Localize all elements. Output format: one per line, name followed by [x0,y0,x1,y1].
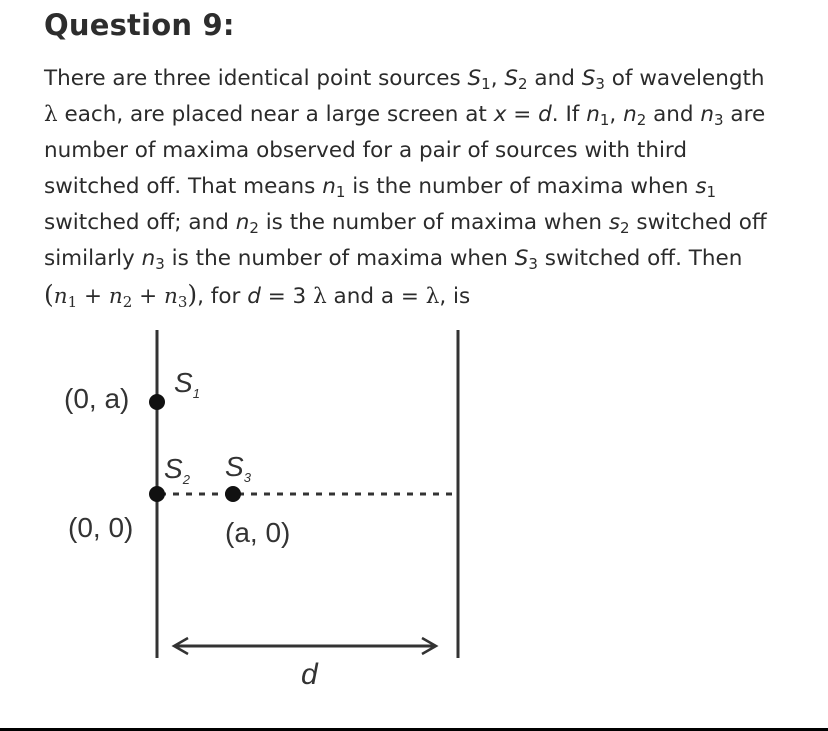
question-line-3: number of maxima observed for a pair of sources with third [44,138,688,163]
symbol-s1: $S_1$ [467,66,491,93]
text-segment: . If [551,102,587,127]
label-s2: $S_2$ [164,453,190,487]
plus-sign: + [132,284,164,309]
symbol-n1: $n_1$ [53,284,78,311]
text-segment: switched off [629,210,767,235]
text-segment: and [527,66,582,91]
text-segment: and a = [326,284,426,309]
text-segment: is the number of maxima when [258,210,609,235]
text-segment: , [490,66,505,91]
symbol-n1: $n_1$ [586,102,610,129]
symbol-lambda: λ [425,284,440,309]
symbol-lambda: λ [44,102,58,127]
text-segment: and [646,102,701,127]
text-segment: similarly [44,246,142,271]
symbol-x: x [493,102,507,127]
question-title: Question 9: [44,8,235,42]
symbol-s1: $s_1$ [695,174,717,201]
symbol-n1: $n_1$ [322,174,346,201]
text-segment: , for [197,284,248,309]
symbol-s2: $s_2$ [608,210,630,237]
label-distance-d: d [301,658,318,691]
text-segment: switched off; and [44,210,236,235]
open-paren: ( [44,280,54,309]
label-s1: $S_1$ [174,367,200,401]
text-segment: , [609,102,624,127]
label-s3-coordinate: (a, 0) [225,517,291,548]
plus-sign: + [77,284,109,309]
label-s3: $S_3$ [225,451,251,485]
symbol-d: d [247,284,261,309]
source-s2-dot [149,486,165,502]
text-segment: = 3 [260,284,314,309]
source-s1-dot [149,394,165,410]
symbol-n2: $n_2$ [235,210,259,237]
text-segment: is the number of maxima when [164,246,515,271]
text-segment: are [723,102,766,127]
symbol-n3: $n_3$ [163,284,188,311]
symbol-s2: $S_2$ [504,66,528,93]
text-segment: is the number of maxima when [345,174,696,199]
text-segment: of wavelength [604,66,765,91]
symbol-n2: $n_2$ [108,284,133,311]
symbol-s3: $S_3$ [581,66,605,93]
label-s2-coordinate: (0, 0) [68,512,134,543]
symbol-lambda: λ [313,284,327,309]
close-paren: ) [187,280,198,309]
label-s1-coordinate: (0, a) [64,383,130,414]
symbol-n2: $n_2$ [623,102,647,129]
text-segment: each, are placed near a large screen at [57,102,494,127]
text-segment: = [506,102,539,127]
text-segment: There are three identical point sources [44,66,468,91]
symbol-d: d [538,102,552,127]
text-segment: switched off. That means [44,174,323,199]
text-segment: , is [439,284,471,309]
symbol-n3: $n_3$ [700,102,724,129]
text-segment: switched off. Then [537,246,743,271]
source-s3-dot [225,486,241,502]
symbol-n3: $n_3$ [141,246,165,273]
symbol-s3: $S_3$ [514,246,538,273]
